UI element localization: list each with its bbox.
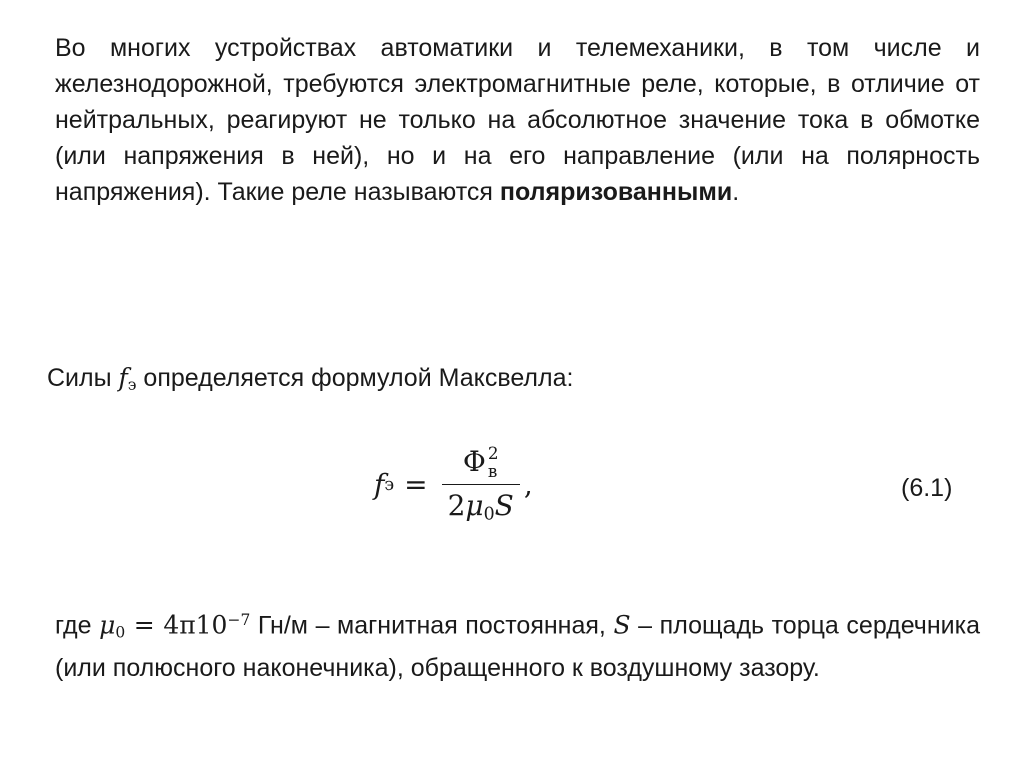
den-s: S (494, 489, 514, 523)
formula-denominator (442, 485, 520, 524)
force-symbol: f (118, 363, 128, 392)
formula-intro-line (47, 360, 573, 403)
def-rest: – площадь торца сердечника (или полюсного наконечника), обращенного к воздушному зазору. (55, 611, 980, 683)
def-prefix: где (55, 611, 100, 640)
def-mid: Гн/м – магнитная постоянная, (250, 611, 614, 640)
den-coef: 2 (447, 489, 466, 523)
def-exp: −7 (227, 611, 251, 629)
formula-lhs-sub: э (384, 474, 395, 495)
formula-lhs: f (374, 468, 385, 502)
flux-sub: в (487, 460, 498, 481)
flux-supsub (488, 445, 499, 480)
flux-sup: 2 (487, 443, 499, 463)
intro-paragraph (55, 30, 980, 210)
formula-intro-suffix: определяется формулой Максвелла: (136, 364, 574, 392)
def-s: S (613, 610, 631, 640)
def-eq-value: = 4π10 (125, 610, 228, 640)
formula-intro-prefix: Силы (47, 364, 119, 392)
formula-numerator (457, 445, 505, 484)
maxwell-formula (374, 445, 533, 525)
flux-symbol: Φ (462, 445, 486, 478)
formula-equals: = (404, 468, 428, 502)
den-mu-sub: 0 (483, 504, 495, 525)
intro-text: Во многих устройствах автоматики и телемеханики, в том числе и железнодорожной, требуются электромагнитные реле, которые, в отличие от нейтральных, реагируют не только на абсолютное значение тока в обмотке (или напряжения в ней), но и на его направление (или на полярность напряжения). Такие реле называются (55, 34, 980, 206)
bold-term: поляризованными (499, 178, 733, 206)
intro-end: . (732, 178, 740, 206)
def-mu-sub: 0 (115, 623, 126, 642)
def-mu: μ (99, 610, 116, 640)
den-mu: μ (465, 489, 484, 523)
force-symbol-sub: э (127, 375, 137, 394)
formula-fraction (442, 445, 520, 525)
definition-paragraph (55, 602, 980, 686)
formula-trail: , (523, 468, 533, 502)
equation-number: (6.1) (901, 474, 953, 502)
